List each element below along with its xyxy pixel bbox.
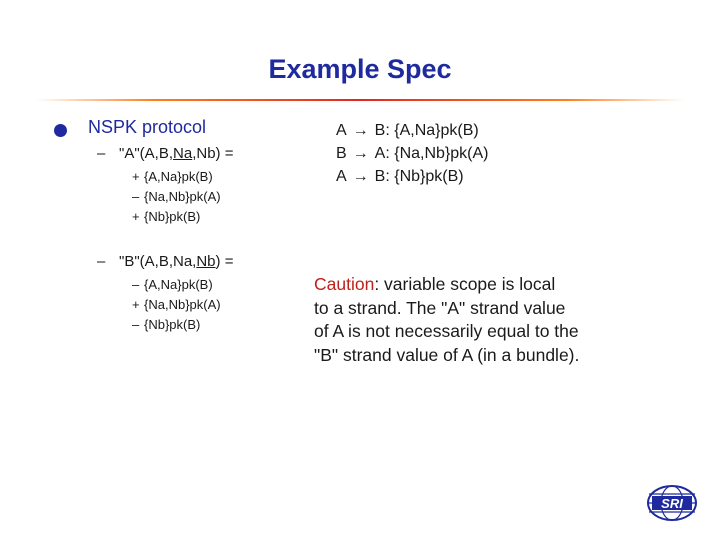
caution-label: Caution [314,274,375,294]
strand-a-suffix: ,Nb) = [192,145,234,162]
strand-b-line-2 [132,297,221,312]
strand-b-line-3-text: {Nb}pk(B) [144,317,201,332]
strand-a-line-1-text: {A,Na}pk(B) [144,169,213,184]
strand-a-prefix: "A"(A,B, [119,145,173,162]
strand-b-dash: – [97,253,106,270]
sri-globe-icon [646,484,698,522]
message-3-text: : {Nb}pk(B) [385,168,464,185]
caution-line-1-rest: : variable scope is local [374,274,556,294]
strand-b-line-1-op: – [132,277,140,292]
caution-line-3: of A is not necessarily equal to the [314,321,579,341]
message-1-arrow: → [352,122,369,139]
strand-a-line-2-text: {Na,Nb}pk(A) [144,189,221,204]
message-2-to: A [374,145,386,162]
message-3-from: A [336,168,347,185]
slide-title: Example Spec [268,54,452,84]
strand-b-prefix: "B"(A,B,Na, [119,253,197,270]
title-divider [36,99,684,101]
strand-a-line-1-op: + [132,169,140,184]
caution-note [314,273,674,367]
strand-b-heading [97,253,233,270]
message-1-from: A [336,122,347,139]
message-2-arrow: → [352,145,369,162]
message-1-to: B [374,122,386,139]
strand-a-underlined-arg: Na [173,145,193,162]
message-2-from: B [336,145,347,162]
strand-a-line-3-text: {Nb}pk(B) [144,209,201,224]
strand-a-line-1 [132,169,213,184]
sri-logo-text: SRI [661,496,683,511]
message-1 [336,122,479,140]
strand-a-line-2-op: – [132,189,140,204]
caution-line-1 [314,273,674,297]
message-1-text: : {A,Na}pk(B) [385,122,479,139]
strand-b-line-3 [132,317,200,332]
strand-a-line-3-op: + [132,209,140,224]
caution-line-2: to a strand. The "A" strand value [314,297,566,318]
message-2 [336,145,489,163]
message-3 [336,168,464,186]
strand-b-line-2-text: {Na,Nb}pk(A) [144,297,221,312]
strand-a-heading [97,145,233,162]
strand-b-line-3-op: – [132,317,140,332]
message-3-to: B [374,168,386,185]
strand-b-line-1 [132,277,213,292]
bullet-nspk-protocol: NSPK protocol [88,117,207,137]
strand-b-suffix: ) = [215,253,234,270]
strand-a-line-2 [132,189,221,204]
strand-a-dash: – [97,145,106,162]
strand-b-underlined-arg: Nb [196,253,216,270]
bullet-dot-icon [54,124,67,137]
sri-logo [646,484,698,522]
strand-b-line-2-op: + [132,297,140,312]
message-3-arrow: → [352,168,369,185]
strand-a-line-3 [132,209,200,224]
caution-line-4: "B" strand value of A (in a bundle). [314,344,580,365]
strand-b-line-1-text: {A,Na}pk(B) [144,277,213,292]
message-2-text: : {Na,Nb}pk(A) [385,145,489,162]
